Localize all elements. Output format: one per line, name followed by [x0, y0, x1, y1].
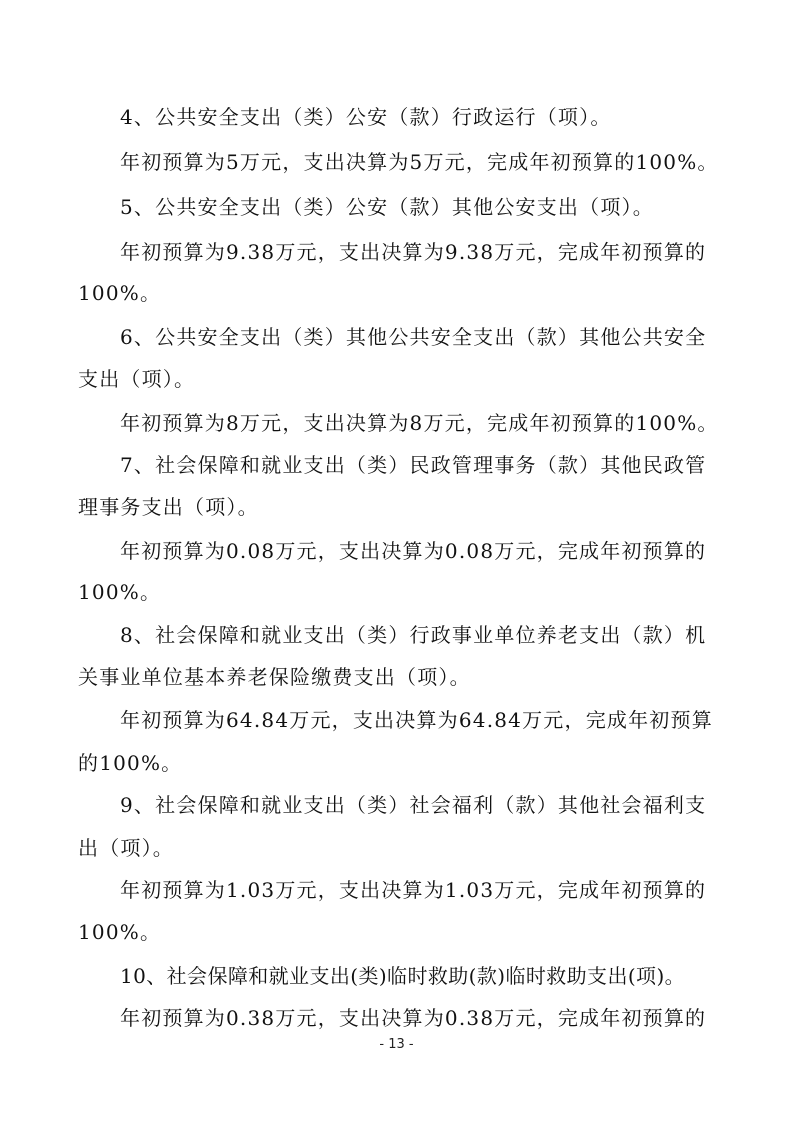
body-line: 年初预算为1.03万元，支出决算为1.03万元，完成年初预算的 — [120, 878, 707, 902]
body-line: 8、社会保障和就业支出（类）行政事业单位养老支出（款）机 — [120, 623, 707, 647]
body-line: 6、公共安全支出（类）其他公共安全支出（款）其他公共安全 — [120, 325, 707, 349]
body-line: 7、社会保障和就业支出（类）民政管理事务（款）其他民政管 — [120, 453, 707, 477]
body-line: 支出（项）。 — [78, 367, 196, 391]
body-line: 100%。 — [78, 920, 162, 944]
body-line: 年初预算为0.08万元，支出决算为0.08万元，完成年初预算的 — [120, 539, 707, 563]
body-line: 5、公共安全支出（类）公安（款）其他公安支出（项）。 — [120, 195, 654, 219]
body-line: 年初预算为9.38万元，支出决算为9.38万元，完成年初预算的 — [120, 240, 707, 264]
body-line: 100%。 — [78, 580, 162, 604]
body-line: 年初预算为64.84万元，支出决算为64.84万元，完成年初预算 — [120, 708, 713, 732]
body-line: 10、社会保障和就业支出(类)临时救助(款)临时救助支出(项)。 — [120, 964, 686, 988]
body-line: 年初预算为0.38万元，支出决算为0.38万元，完成年初预算的 — [120, 1006, 707, 1030]
body-line: 4、公共安全支出（类）公安（款）行政运行（项）。 — [120, 105, 612, 129]
body-line: 理事务支出（项）。 — [78, 495, 259, 519]
body-line: 出（项）。 — [78, 836, 174, 860]
body-line: 100%。 — [78, 281, 162, 305]
body-line: 的100%。 — [78, 751, 183, 775]
page-number: - 13 - — [379, 1037, 414, 1052]
body-line: 关事业单位基本养老保险缴费支出（项）。 — [78, 665, 471, 689]
body-line: 年初预算为5万元，支出决算为5万元，完成年初预算的100%。 — [120, 150, 719, 174]
body-line: 年初预算为8万元，支出决算为8万元，完成年初预算的100%。 — [120, 411, 719, 435]
body-line: 9、社会保障和就业支出（类）社会福利（款）其他社会福利支 — [120, 793, 707, 817]
